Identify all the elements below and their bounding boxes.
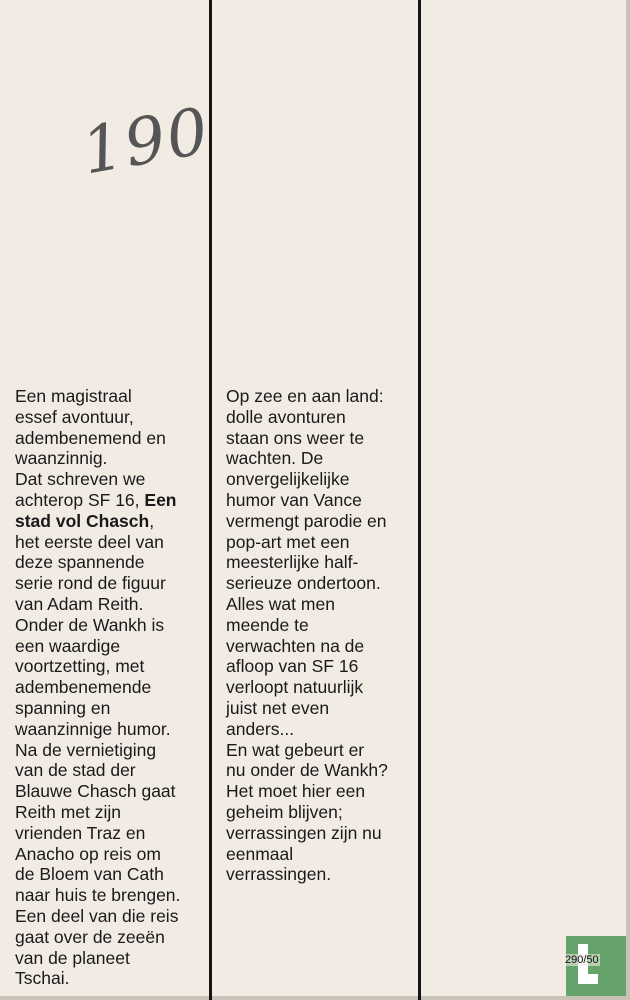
blurb-left-text-2: , het eerste deel van deze spannende serie rond de figuur van Adam Reith. Onder de Wankh is een waardige voortzetting, met adembenemende spanning en waanzinnige humor. Na de vernietiging van de stad der Blauwe Chasch gaat Reith met zijn vrienden Traz en Anacho op reis om de Bloem van Cath naar huis te brengen. Een deel van die reis gaat over de zeeën van de planeet Tschai. xyxy=(15,510,181,989)
blurb-left-column xyxy=(15,386,205,989)
blurb-left-title: Een stad vol Chasch xyxy=(15,489,177,531)
blurb-middle-column: Op zee en aan land: dolle avonturen staan ons weer te wachten. De onvergelijkelijke humor van Vance vermengt parodie en pop-art met een meesterlijke half- serieuze ondertoon. Alles wat men meende te verwachten na de afloop van SF 16 verloopt natuurlijk juist net even anders... En wat gebeurt er nu onder de Wankh? Het moet hier een geheim blijven; verrassingen zijn nu eenmaal verrassingen. xyxy=(226,386,388,885)
column-divider-right xyxy=(418,0,421,1000)
handwritten-note: 190 xyxy=(76,94,216,190)
publisher-logo xyxy=(566,936,626,996)
price-code: 290/50 xyxy=(565,954,599,966)
blurb-left-text-1: Een magistraal essef avontuur, adembenemend en waanzinnig. Dat schreven we achterop SF 16, xyxy=(15,386,166,510)
